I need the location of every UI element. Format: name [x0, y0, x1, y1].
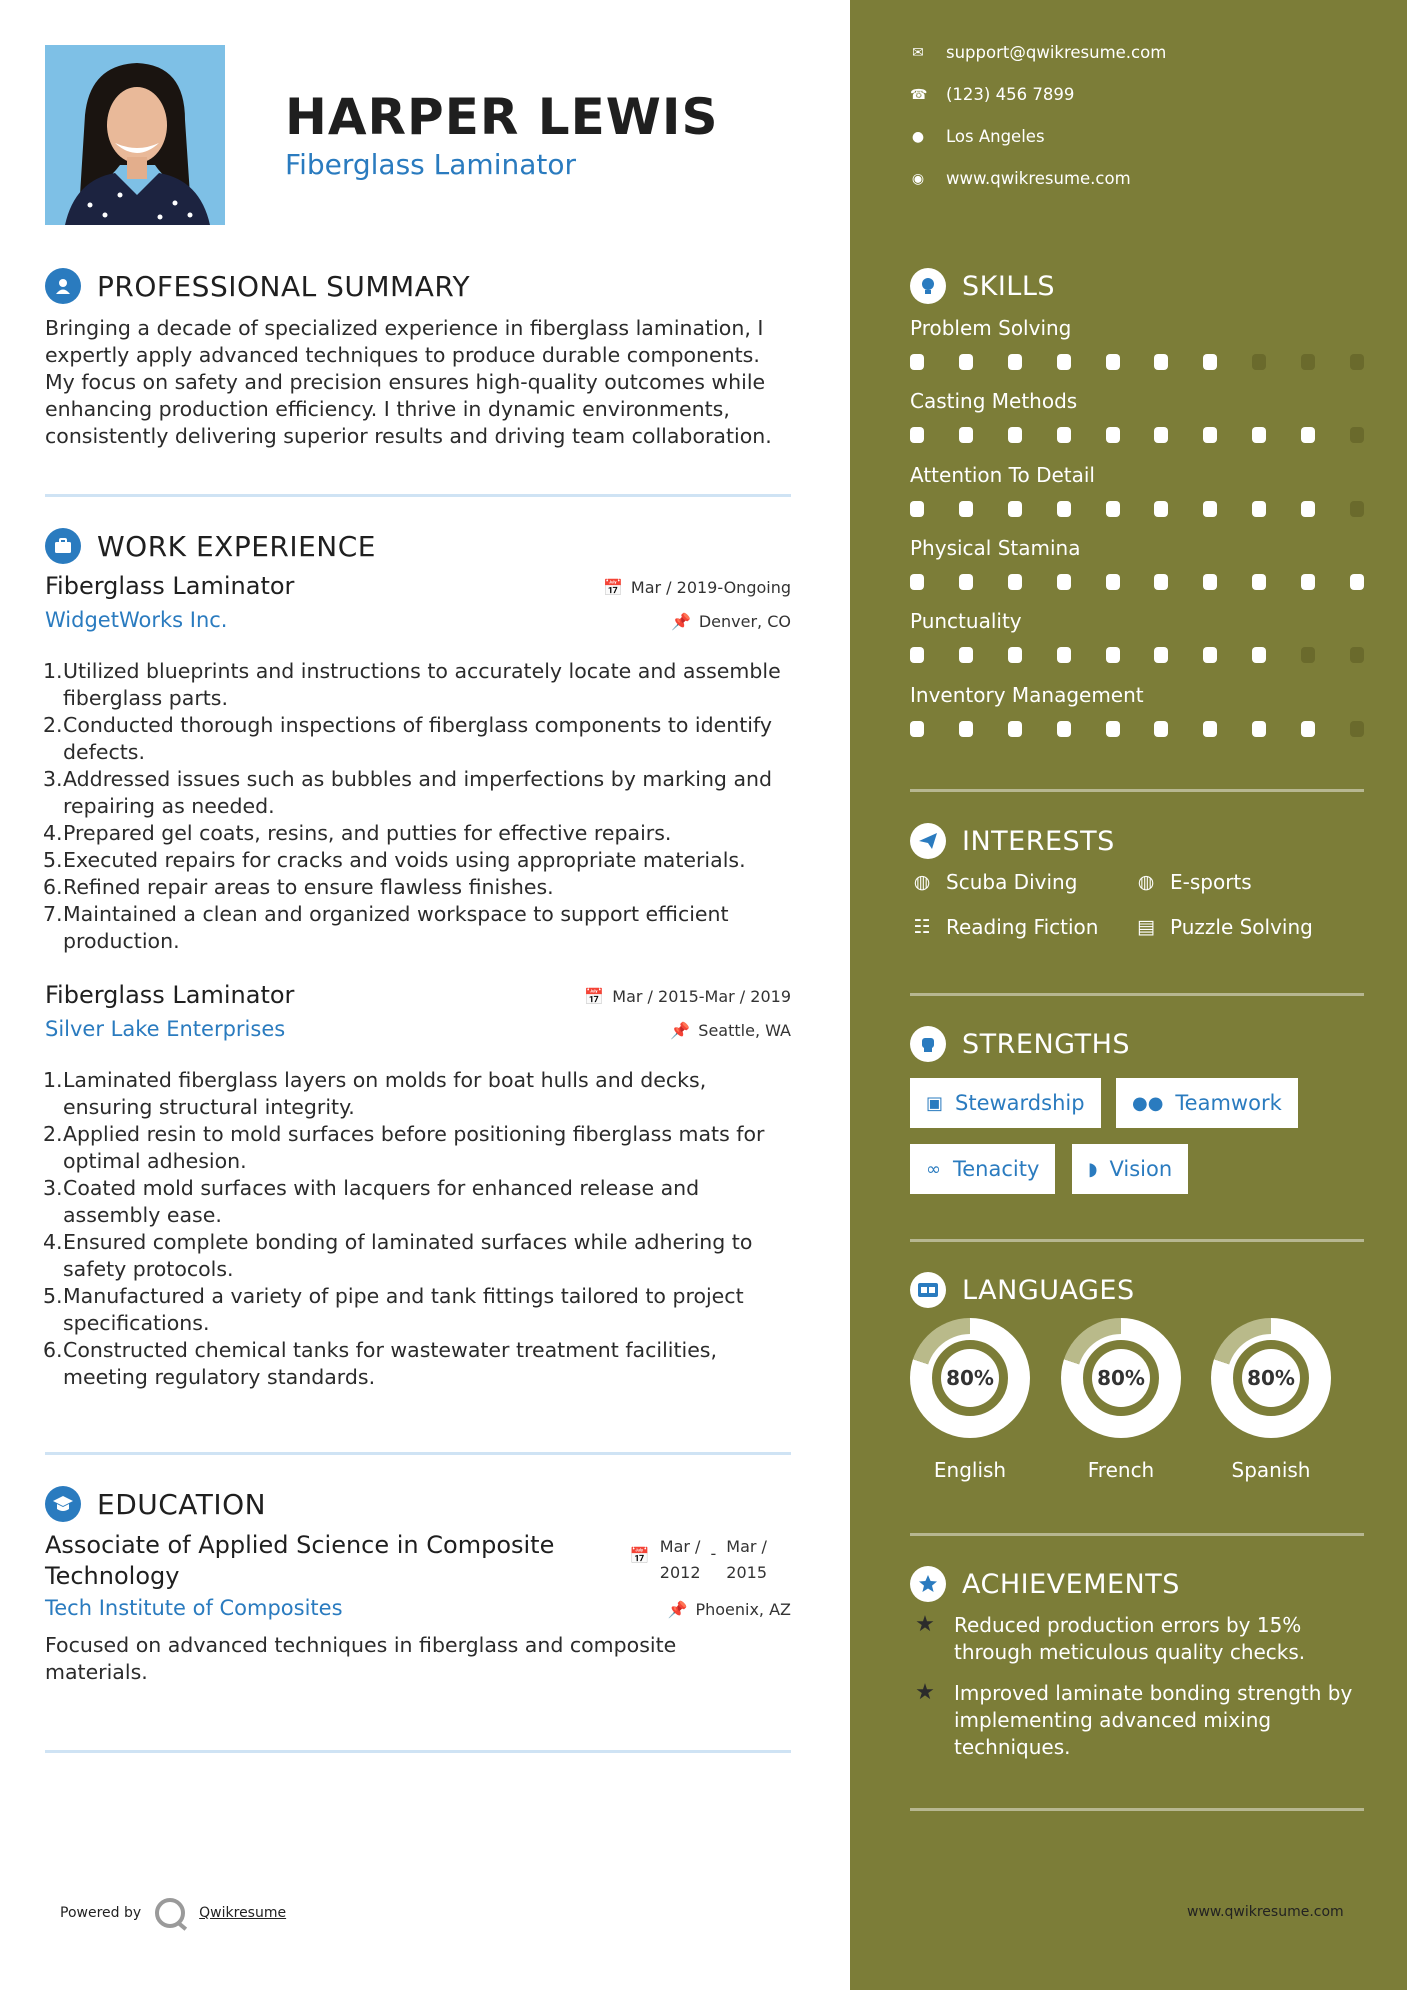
skill-dot	[1301, 721, 1315, 737]
languages-title: LANGUAGES	[962, 1274, 1135, 1306]
skill-dot	[1301, 501, 1315, 517]
phone-text: (123) 456 7899	[946, 85, 1075, 104]
map-marker-icon: ●	[911, 128, 925, 145]
skill-dot	[1301, 574, 1315, 590]
skill-name: Problem Solving	[910, 316, 1072, 340]
skill-dot	[1154, 501, 1168, 517]
education-subheader	[45, 1596, 791, 1632]
skill-dot	[910, 574, 924, 590]
education-heading	[45, 1486, 266, 1522]
skill-dot	[1350, 574, 1364, 590]
skill-dot	[1252, 501, 1266, 517]
date-start: Mar / 2012	[659, 1537, 701, 1582]
degree-title: Associate of Applied Science in Composite Technology	[45, 1531, 555, 1590]
language-name: French	[1087, 1458, 1155, 1482]
skill-name: Physical Stamina	[910, 536, 1081, 560]
calendar-icon: 📅	[602, 578, 623, 597]
language-item	[1211, 1318, 1331, 1482]
profile-photo	[45, 45, 225, 225]
section-divider	[45, 1452, 791, 1455]
skill-dot	[1203, 574, 1217, 590]
language-item	[1061, 1318, 1181, 1482]
skill-name: Casting Methods	[910, 389, 1078, 413]
experience-title: WORK EXPERIENCE	[97, 529, 376, 563]
section-divider	[45, 494, 791, 497]
interest-item	[1134, 915, 1313, 939]
skill-rating	[910, 354, 1364, 370]
skill-dot	[910, 354, 924, 370]
skill-dot	[1350, 721, 1364, 737]
job-bullets	[45, 658, 791, 955]
interest-item	[910, 915, 1098, 939]
strength-chip	[1072, 1144, 1188, 1194]
strength-label: Vision	[1109, 1157, 1173, 1181]
job-bullets	[45, 1067, 791, 1391]
skill-name: Inventory Management	[910, 683, 1144, 707]
education-title: EDUCATION	[97, 1487, 267, 1521]
language-percent: 80%	[941, 1349, 999, 1407]
skill-rating	[910, 574, 1364, 590]
briefcase-icon	[45, 528, 81, 564]
phone-icon: ☎	[910, 86, 928, 103]
job-subheader	[45, 1017, 791, 1053]
skill-dot	[910, 721, 924, 737]
experience-heading	[45, 528, 376, 564]
skill-dot	[1057, 427, 1071, 443]
summary-text: Bringing a decade of specialized experience in fiberglass lamination, I expertly apply advanced techniques to produce durable components. My focus on safety and precision ensures high-quality outcomes while enhancing production efficiency. I thrive in dynamic environments, consistently delivering superior results and driving team collaboration.	[45, 316, 772, 448]
section-divider	[910, 1239, 1364, 1242]
job-header	[45, 981, 791, 1017]
strength-chip	[910, 1144, 1055, 1194]
school-location	[668, 1600, 791, 1619]
life-ring-icon: ◍	[1137, 871, 1155, 893]
list-item: 3. Coated mold surfaces with lacquers for enhanced release and assembly ease.	[43, 1176, 700, 1227]
language-name: Spanish	[1231, 1458, 1311, 1482]
language-progress-ring	[1061, 1318, 1181, 1438]
fist-icon	[910, 1026, 946, 1062]
book-icon: ▤	[1137, 916, 1155, 938]
users-icon: ●●	[1132, 1092, 1164, 1114]
job-location-text: Seattle, WA	[698, 1021, 791, 1040]
skill-dot	[1203, 427, 1217, 443]
skill-rating	[910, 647, 1364, 663]
achievement-item	[910, 1680, 1364, 1761]
job-location-text: Denver, CO	[698, 612, 791, 631]
skill-dot	[1106, 501, 1120, 517]
achievements-title: ACHIEVEMENTS	[962, 1568, 1180, 1600]
skill-dot	[1203, 501, 1217, 517]
skill-item	[910, 463, 1364, 517]
skill-dot	[1252, 574, 1266, 590]
skill-dot	[1301, 647, 1315, 663]
date-end: Mar / 2015	[726, 1537, 767, 1582]
skill-dot	[1106, 427, 1120, 443]
lightbulb-icon	[910, 268, 946, 304]
job-entry	[45, 981, 791, 1391]
education-description: Focused on advanced techniques in fiberglass and composite materials.	[45, 1633, 677, 1684]
skill-item	[910, 316, 1364, 370]
skill-dot	[1203, 647, 1217, 663]
job-dates-text: Mar / 2015-Mar / 2019	[612, 987, 791, 1006]
skill-dot	[1057, 574, 1071, 590]
location-text: Los Angeles	[946, 127, 1045, 146]
skill-dot	[1008, 354, 1022, 370]
star-badge-icon	[910, 1566, 946, 1602]
job-subheader	[45, 608, 791, 644]
skill-dot	[1008, 427, 1022, 443]
skill-dot	[1008, 721, 1022, 737]
achievements-heading	[910, 1566, 1180, 1602]
list-item: 5. Executed repairs for cracks and voids using appropriate materials.	[43, 848, 746, 872]
interest-label: Puzzle Solving	[1170, 915, 1313, 939]
pin-icon: 📌	[670, 612, 691, 631]
language-percent: 80%	[1242, 1349, 1300, 1407]
candidate-title: Fiberglass Laminator	[285, 148, 576, 181]
pin-icon: 📌	[670, 1021, 691, 1040]
skill-rating	[910, 427, 1364, 443]
skill-rating	[910, 501, 1364, 517]
skill-dot	[1057, 721, 1071, 737]
skill-name: Punctuality	[910, 609, 1022, 633]
skill-dot	[1008, 647, 1022, 663]
education-header	[45, 1530, 791, 1592]
skill-dot	[910, 501, 924, 517]
education-dates	[630, 1534, 767, 1586]
list-item: 7. Maintained a clean and organized workspace to support efficient production.	[43, 902, 729, 953]
skill-name: Attention To Detail	[910, 463, 1095, 487]
star-icon: ★	[915, 1680, 935, 1705]
job-location	[670, 1021, 791, 1040]
contact-website[interactable]	[910, 169, 1131, 188]
skill-dot	[959, 574, 973, 590]
skill-item	[910, 609, 1364, 663]
job-location	[671, 612, 791, 631]
interest-label: E-sports	[1170, 870, 1252, 894]
job-dates	[584, 987, 791, 1006]
interest-label: Reading Fiction	[946, 915, 1099, 939]
qwikresume-logo-icon	[155, 1898, 185, 1928]
skill-dot	[1106, 574, 1120, 590]
skill-dot	[1057, 647, 1071, 663]
list-item: 2. Conducted thorough inspections of fiberglass components to identify defects.	[43, 713, 772, 764]
skill-dot	[1008, 501, 1022, 517]
powered-by-label: Powered by	[60, 1905, 142, 1921]
qwikresume-link[interactable]: Qwikresume	[199, 1905, 287, 1921]
section-divider	[910, 993, 1364, 996]
skill-dot	[1057, 501, 1071, 517]
company-name: WidgetWorks Inc.	[45, 608, 228, 632]
school-location-text: Phoenix, AZ	[695, 1600, 791, 1619]
gamepad-icon: ☷	[913, 916, 931, 938]
date-separator: -	[710, 1544, 717, 1563]
job-dates-text: Mar / 2019-Ongoing	[630, 578, 791, 597]
link-icon: ∞	[926, 1158, 941, 1180]
school-name: Tech Institute of Composites	[45, 1596, 343, 1620]
graduation-cap-icon	[45, 1486, 81, 1522]
skill-dot	[910, 427, 924, 443]
language-progress-ring	[910, 1318, 1030, 1438]
list-item: 4. Prepared gel coats, resins, and putties for effective repairs.	[43, 821, 672, 845]
language-icon	[910, 1272, 946, 1308]
footer-site-link[interactable]: www.qwikresume.com	[1187, 1904, 1344, 1920]
skill-dot	[1106, 354, 1120, 370]
website-text: www.qwikresume.com	[946, 169, 1131, 188]
skill-dot	[1350, 354, 1364, 370]
skill-rating	[910, 721, 1364, 737]
job-dates	[603, 578, 791, 597]
language-percent: 80%	[1092, 1349, 1150, 1407]
user-icon	[45, 268, 81, 304]
pin-icon: 📌	[667, 1600, 688, 1619]
strength-label: Stewardship	[955, 1091, 1085, 1115]
contact-email[interactable]	[910, 43, 1166, 62]
skills-title: SKILLS	[962, 270, 1056, 302]
job-title: Fiberglass Laminator	[45, 981, 295, 1009]
skill-dot	[1301, 354, 1315, 370]
candidate-name: HARPER LEWIS	[285, 88, 719, 146]
skill-dot	[1106, 721, 1120, 737]
skill-dot	[959, 354, 973, 370]
skill-dot	[1106, 647, 1120, 663]
strength-label: Teamwork	[1175, 1091, 1282, 1115]
globe-icon: ◉	[911, 170, 925, 187]
achievement-text: Reduced production errors by 15% through meticulous quality checks.	[954, 1613, 1306, 1664]
strengths-title: STRENGTHS	[962, 1028, 1131, 1060]
calendar-icon: 📅	[629, 1546, 650, 1565]
company-name: Silver Lake Enterprises	[45, 1017, 286, 1041]
list-item: 4. Ensured complete bonding of laminated surfaces while adhering to safety protocols.	[43, 1230, 753, 1281]
skill-dot	[1350, 427, 1364, 443]
footer-powered	[60, 1898, 286, 1928]
skill-dot	[1350, 647, 1364, 663]
strength-chip	[1116, 1078, 1298, 1128]
skill-dot	[1252, 647, 1266, 663]
interests-title: INTERESTS	[962, 825, 1115, 857]
skill-dot	[910, 647, 924, 663]
skill-dot	[1252, 354, 1266, 370]
list-item: 1. Laminated fiberglass layers on molds for boat hulls and decks, ensuring structural integrity.	[43, 1068, 707, 1119]
skill-item	[910, 536, 1364, 590]
achievement-item	[910, 1612, 1364, 1666]
email-text: support@qwikresume.com	[946, 43, 1167, 62]
binoculars-icon: ◗	[1088, 1158, 1098, 1180]
language-progress-ring	[1211, 1318, 1331, 1438]
strength-chip	[910, 1078, 1101, 1128]
strength-label: Tenacity	[953, 1157, 1040, 1181]
envelope-icon: ✉	[912, 44, 924, 61]
section-divider	[910, 1533, 1364, 1536]
job-title: Fiberglass Laminator	[45, 572, 295, 600]
life-ring-icon: ◍	[913, 871, 931, 893]
skill-dot	[1252, 721, 1266, 737]
section-divider	[45, 1750, 791, 1753]
contact-phone[interactable]	[910, 85, 1074, 104]
skill-dot	[1350, 501, 1364, 517]
skill-dot	[1154, 647, 1168, 663]
paper-plane-icon	[910, 823, 946, 859]
star-icon: ★	[915, 1612, 935, 1637]
list-item: 6. Constructed chemical tanks for wastewater treatment facilities, meeting regulatory standards.	[43, 1338, 718, 1389]
skills-heading	[910, 268, 1055, 304]
skill-dot	[959, 721, 973, 737]
skill-dot	[1252, 427, 1266, 443]
list-item: 6. Refined repair areas to ensure flawless finishes.	[43, 875, 554, 899]
calendar-icon: 📅	[584, 987, 605, 1006]
skill-dot	[959, 501, 973, 517]
skill-dot	[1154, 427, 1168, 443]
strengths-heading	[910, 1026, 1130, 1062]
skill-dot	[959, 647, 973, 663]
interest-item	[1134, 870, 1252, 894]
skill-item	[910, 389, 1364, 443]
section-divider	[910, 789, 1364, 792]
skill-dot	[1203, 354, 1217, 370]
interest-label: Scuba Diving	[946, 870, 1078, 894]
skill-dot	[1057, 354, 1071, 370]
skill-dot	[959, 427, 973, 443]
achievement-text: Improved laminate bonding strength by implementing advanced mixing techniques.	[954, 1681, 1353, 1759]
section-divider	[910, 1808, 1364, 1811]
languages-heading	[910, 1272, 1135, 1308]
interests-heading	[910, 823, 1115, 859]
skill-dot	[1008, 574, 1022, 590]
contact-location	[910, 127, 1045, 146]
list-item: 3. Addressed issues such as bubbles and imperfections by marking and repairing as needed.	[43, 767, 773, 818]
summary-title: PROFESSIONAL SUMMARY	[97, 269, 471, 303]
skill-dot	[1154, 574, 1168, 590]
list-item: 1. Utilized blueprints and instructions to accurately locate and assemble fiberglass parts.	[43, 659, 781, 710]
skill-dot	[1301, 427, 1315, 443]
list-item: 5. Manufactured a variety of pipe and tank fittings tailored to project specifications.	[43, 1284, 744, 1335]
skill-item	[910, 683, 1364, 737]
language-name: English	[933, 1458, 1007, 1482]
skill-dot	[1154, 354, 1168, 370]
interest-item	[910, 870, 1077, 894]
summary-heading	[45, 268, 470, 304]
briefcase-icon: ▣	[926, 1092, 944, 1114]
list-item: 2. Applied resin to mold surfaces before positioning fiberglass mats for optimal adhesion.	[43, 1122, 765, 1173]
job-entry	[45, 572, 791, 955]
education-entry	[45, 1530, 791, 1686]
skill-dot	[1203, 721, 1217, 737]
language-item	[910, 1318, 1030, 1482]
skill-dot	[1154, 721, 1168, 737]
job-header	[45, 572, 791, 608]
